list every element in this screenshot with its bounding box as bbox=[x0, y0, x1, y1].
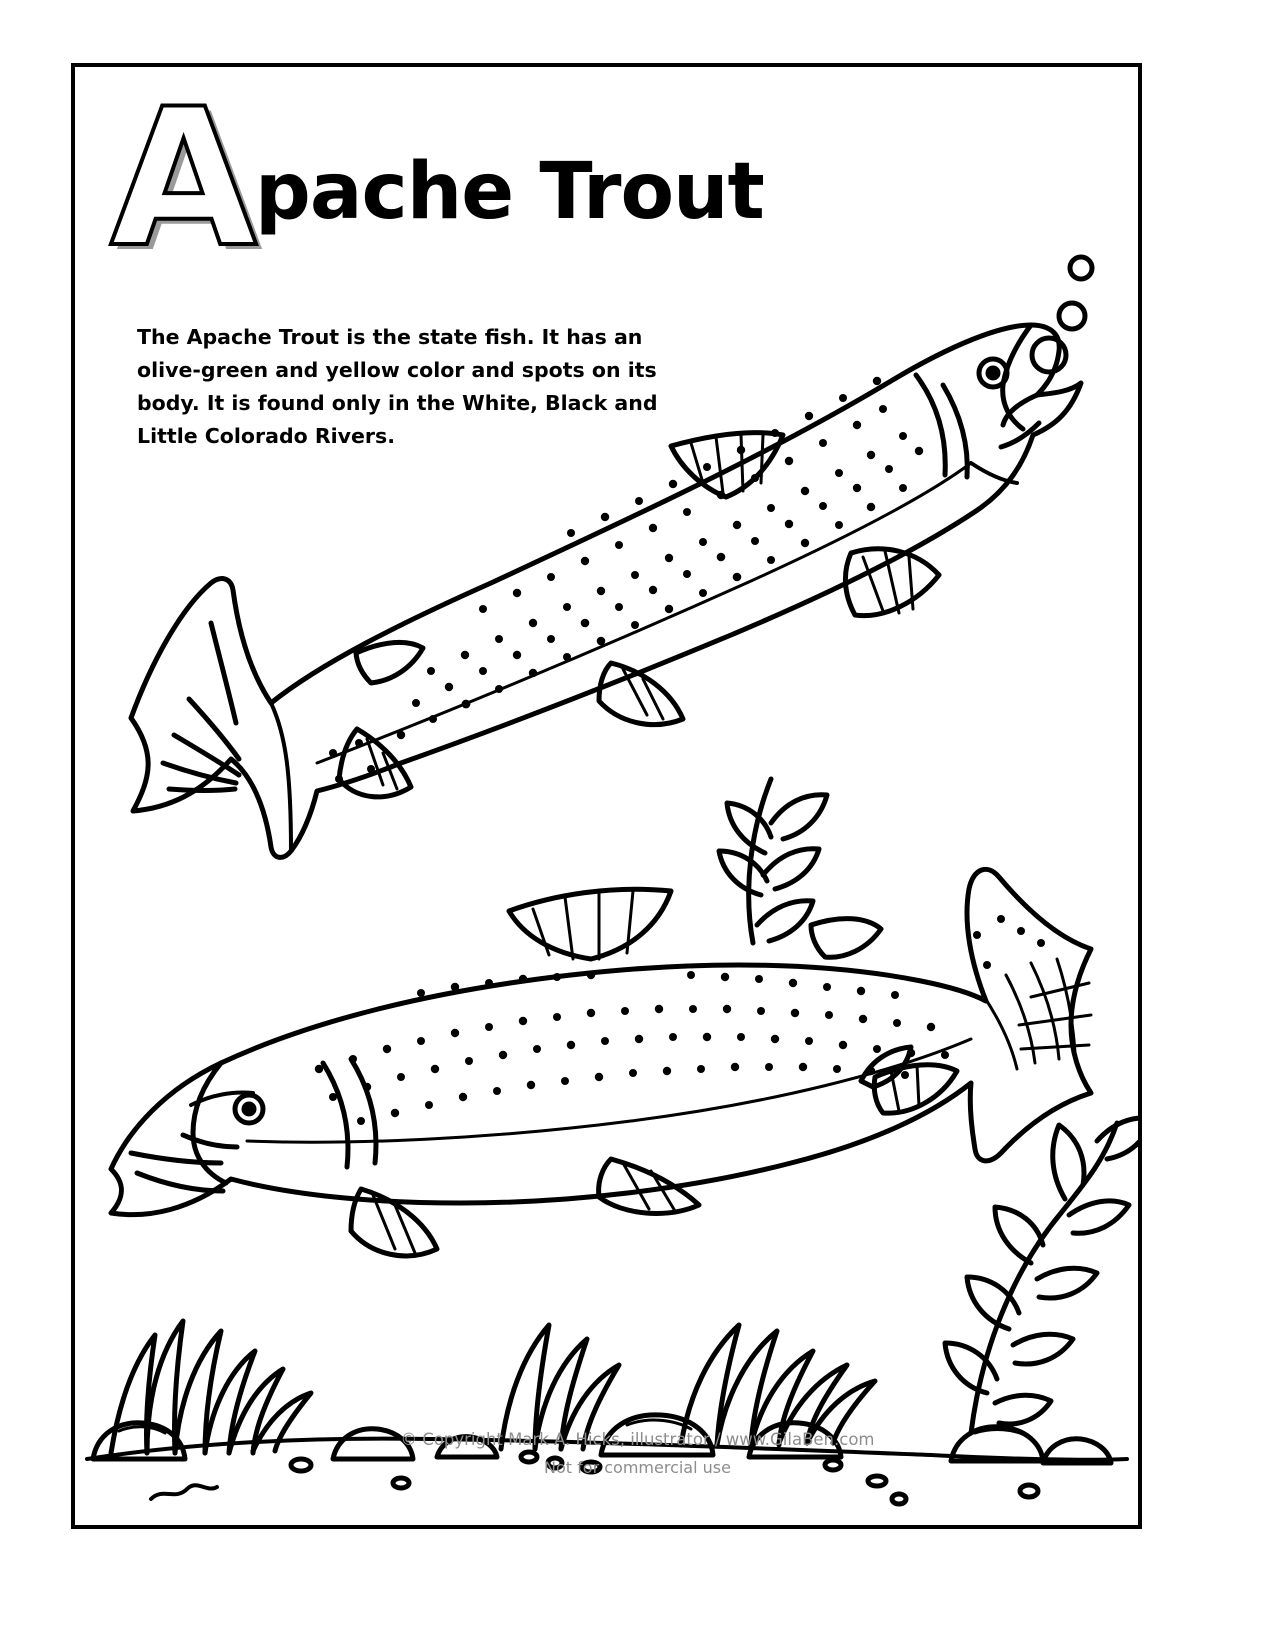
title-drop-cap: A bbox=[110, 68, 254, 289]
title-text: pache Trout bbox=[255, 147, 764, 238]
copyright-notice bbox=[0, 1430, 1275, 1477]
copyright-line-1: © Copyright Mark A. Hicks, illustrator / www.GilaBen.com bbox=[400, 1430, 875, 1449]
description-text: The Apache Trout is the state fish. It has an olive-green and yellow color and spots on its body. It is found only in the White, Black and Little Colorado Rivers. bbox=[137, 324, 658, 449]
copyright-line-2: Not for commercial use bbox=[544, 1458, 731, 1477]
page-title bbox=[110, 68, 764, 289]
